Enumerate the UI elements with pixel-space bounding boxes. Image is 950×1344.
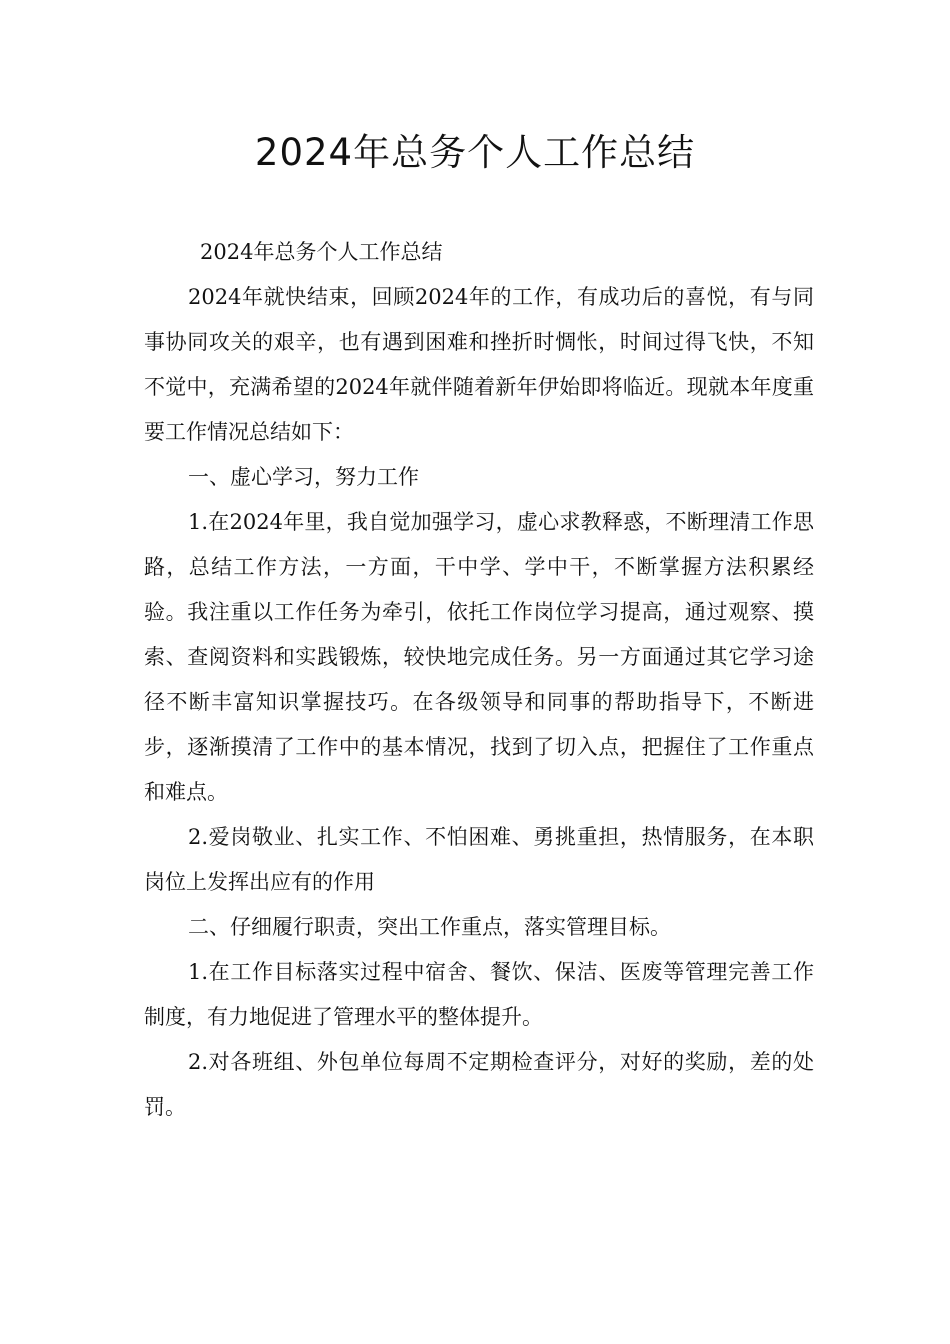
document-body — [144, 230, 814, 1130]
document-title: 2024年总务个人工作总结 — [254, 131, 696, 174]
document-subtitle: 2024年总务个人工作总结 — [200, 240, 443, 264]
section-1-item-1: 1.在2024年里，我自觉加强学习，虚心求教释惑，不断理清工作思路，总结工作方法，一方面，干中学、学中干，不断掌握方法积累经验。我注重以工作任务为牵引，依托工作岗位学习提高，通过观察、摸索、查阅资料和实践锻炼，较快地完成任务。另一方面通过其它学习途径不断丰富知识掌握技巧。在各级领导和同事的帮助指导下，不断进步，逐渐摸清了工作中的基本情况，找到了切入点，把握住了工作重点和难点。 — [144, 510, 814, 804]
intro-paragraph: 2024年就快结束，回顾2024年的工作，有成功后的喜悦，有与同事协同攻关的艰辛，也有遇到困难和挫折时惆怅，时间过得飞快，不知不觉中，充满希望的2024年就伴随着新年伊始即将临近。现就本年度重要工作情况总结如下： — [144, 285, 814, 444]
section-2-item-2: 2.对各班组、外包单位每周不定期检查评分，对好的奖励，差的处罚。 — [144, 1050, 814, 1119]
section-2-item-1: 1.在工作目标落实过程中宿舍、餐饮、保洁、医废等管理完善工作制度，有力地促进了管理水平的整体提升。 — [144, 960, 814, 1029]
section-heading-2: 二、仔细履行职责，突出工作重点，落实管理目标。 — [188, 915, 671, 939]
section-heading-1: 一、虚心学习，努力工作 — [188, 465, 419, 489]
section-1-item-2: 2.爱岗敬业、扎实工作、不怕困难、勇挑重担，热情服务，在本职岗位上发挥出应有的作用 — [144, 825, 814, 894]
